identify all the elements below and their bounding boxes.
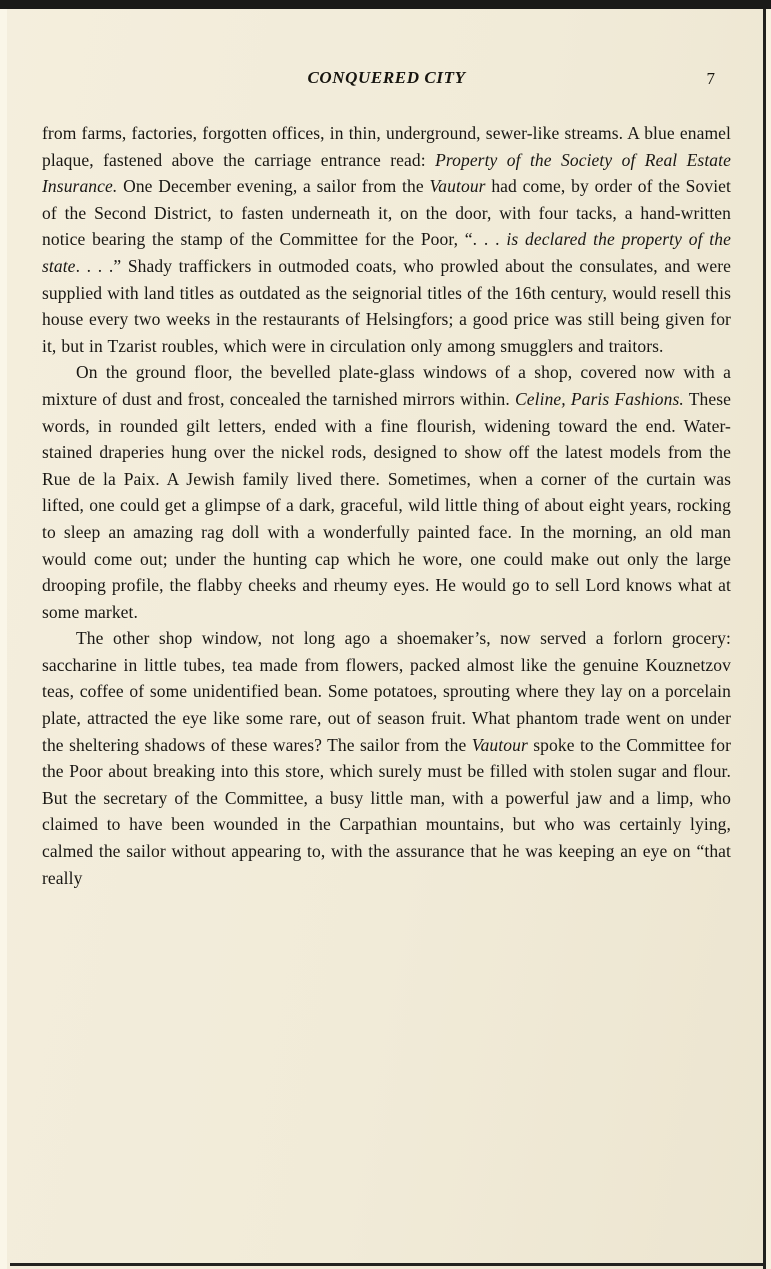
- text-segment: Property of the Society of Real Estate Insurance.: [42, 149, 731, 197]
- text-segment: The other shop window, not long ago a shoemaker’s, now served a forlorn grocery: saccharine in little tubes, tea made from flowers, packed almost like the genuine Kouznetzov teas, coffee of some unidentified bean. Some potatoes, sprouting where they lay on a porcelain plate, attracted the eye like some rare, out of season fruit. What phantom trade went on under the sheltering shadows of these wares? The sailor from the: [42, 628, 731, 755]
- running-head-title: CONQUERED CITY: [307, 68, 466, 87]
- text-segment: is declared the property of the state: [42, 229, 731, 276]
- scan-edge-left: [0, 9, 7, 1269]
- scan-edge-bottom: [10, 1263, 763, 1266]
- text-segment: On the ground floor, the bevelled plate-glass windows of a shop, covered now with a mixture of dust and frost, concealed the tarnished mirrors within.: [42, 362, 731, 409]
- text-segment: One December evening, a sailor from the: [117, 176, 430, 197]
- text-segment: Celine, Paris Fashions.: [515, 388, 684, 409]
- text-segment: These words, in rounded gilt letters, ended with a fine flourish, widening toward the end. Water-stained draperies hung over the nickel rods, designed to show off the latest models from the Rue de la Paix. A Jewish family lived there. Sometimes, when a corner of the curtain was lifted, one could get a glimpse of a dark, graceful, wild little thing of about eight years, rocking to sleep an amazing rag doll with a wonderfully painted face. In the morning, an old man would come out; under the hunting cap which he wore, one could make out only the large drooping profile, the flabby cheeks and rheumy eyes. He would go to sell Lord knows what at some market.: [42, 388, 731, 622]
- text-segment: Vautour: [471, 734, 528, 755]
- running-head: [42, 68, 731, 92]
- paragraph: [42, 120, 731, 359]
- page-number: 7: [706, 69, 715, 88]
- paragraph: [42, 625, 731, 891]
- text-segment: . . . .” Shady traffickers in outmoded coats, who prowled about the consulates, and were supplied with land titles as outdated as the seignorial titles of the 16th century, would resell this house every two weeks in the restaurants of Helsingfors; a good price was still being given for it, but in Tzarist roubles, which were in circulation only among smugglers and traitors.: [42, 255, 731, 356]
- text-segment: Vautour: [429, 176, 486, 197]
- text-segment: from farms, factories, forgotten offices, in thin, underground, sewer-like streams. A blue enamel plaque, fastened above the carriage entrance read:: [42, 123, 731, 170]
- page-content: [42, 0, 731, 891]
- text-segment: had come, by order of the Soviet of the Second District, to fasten underneath it, on the door, with four tacks, a hand-written notice bearing the stamp of the Committee for the Poor, “. . .: [42, 176, 731, 250]
- text-segment: spoke to the Committee for the Poor about breaking into this store, which surely must be filled with stolen sugar and flour. But the secretary of the Committee, a busy little man, with a powerful jaw and a limp, who claimed to have been wounded in the Carpathian mountains, but who was certainly lying, calmed the sailor without appearing to, with the assurance that he was keeping an eye on “that really: [42, 734, 731, 888]
- scan-edge-right-outer: [766, 9, 771, 1269]
- body-text: [42, 120, 731, 891]
- paragraph: [42, 359, 731, 625]
- scan-edge-right: [763, 9, 766, 1269]
